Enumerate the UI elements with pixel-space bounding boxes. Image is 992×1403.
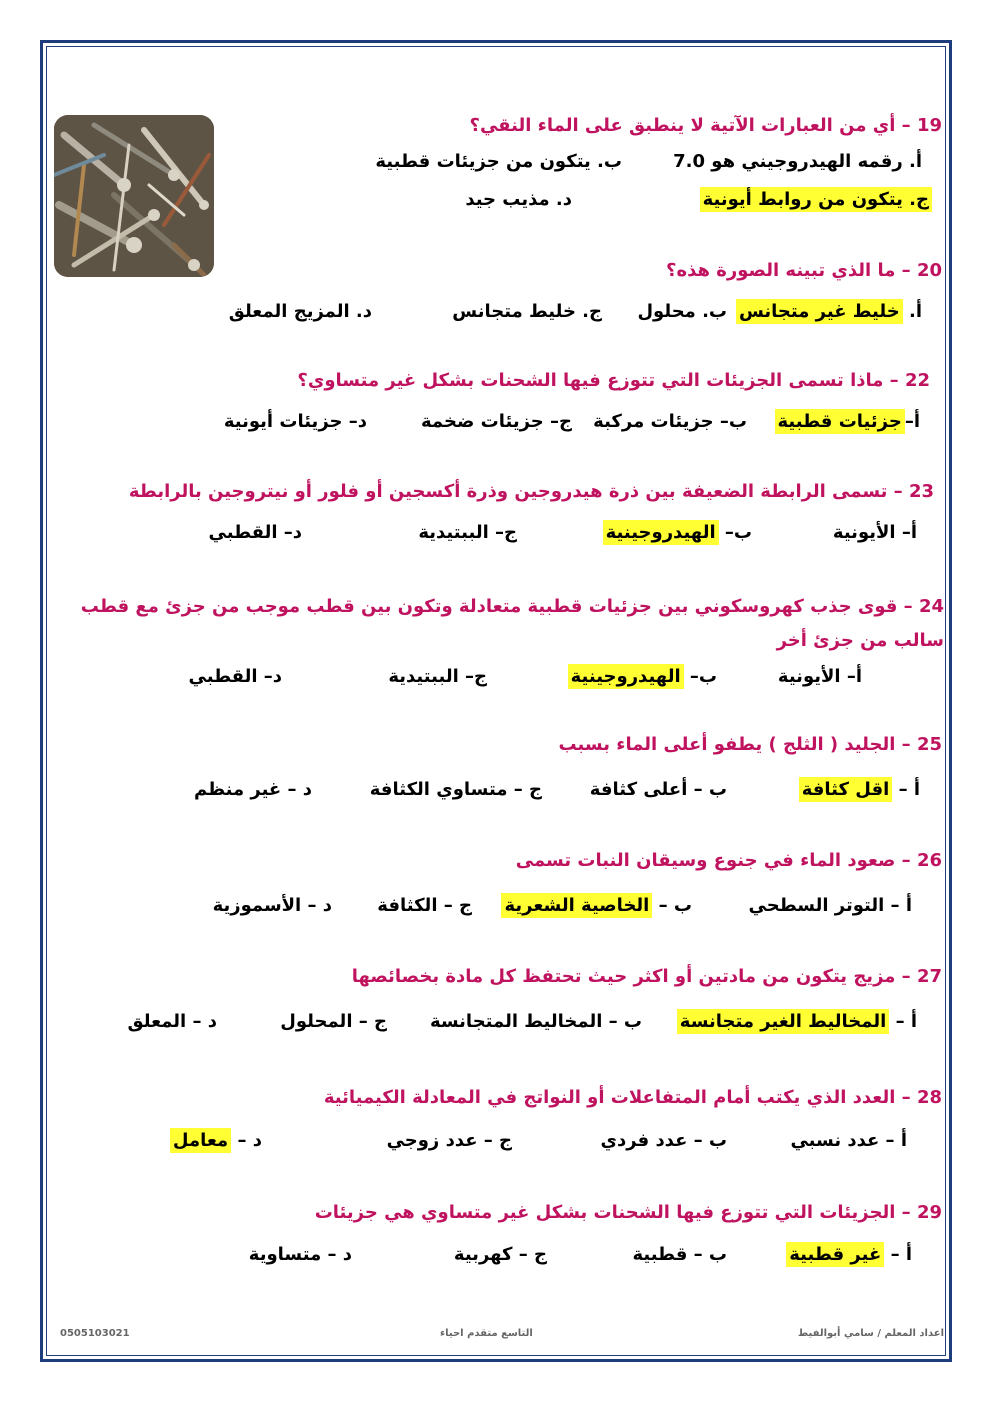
question-25-stem: 25 – الجليد ( الثلج ) يطفو أعلى الماء بسبب (558, 734, 942, 755)
question-23-option-b (603, 522, 752, 543)
question-24-option-b (568, 666, 717, 687)
question-19-option-b: ب. يتكون من جزيئات قطبية (375, 151, 622, 172)
answer-highlight: خليط غير متجانس (736, 299, 903, 324)
question-29-option-d: د – متساوية (248, 1244, 352, 1265)
question-27-stem: 27 – مزيج يتكون من مادتين أو اكثر حيث تحتفظ كل مادة بخصائصها (351, 966, 942, 987)
question-26-stem: 26 – صعود الماء في جنوع وسيقان النبات تسمى (515, 850, 942, 871)
question-19-stem: 19 – أي من العبارات الآتية لا ينطبق على الماء النقي؟ (469, 115, 942, 136)
question-28-option-b: ب – عدد فردي (600, 1130, 727, 1151)
question-22-option-b: ب– جزيئات مركبة (593, 411, 747, 432)
answer-highlight: الهيدروجينية (568, 664, 684, 689)
question-26-option-c: ج – الكثافة (377, 895, 472, 916)
question-26-option-d: د – الأسموزية (212, 895, 332, 916)
question-20-option-b: ب. محلول (637, 301, 727, 322)
question-29-option-b: ب – قطبية (632, 1244, 727, 1265)
option-prefix: ب– (689, 666, 717, 687)
question-29-option-a (786, 1244, 912, 1265)
question-28-option-a: أ – عدد نسبي (790, 1130, 907, 1151)
option-prefix: أ. (908, 301, 922, 322)
question-22-option-a (775, 411, 921, 432)
answer-highlight: جزئيات قطبية (775, 409, 905, 434)
question-25-option-d: د – غير منظم (193, 779, 312, 800)
question-24-option-c: ج– الببتيدية (388, 666, 487, 687)
question-26-option-a: أ – التوتر السطحي (748, 895, 912, 916)
footer-teacher: اعداد المعلم / سامي أبوالفيط (797, 1328, 944, 1339)
question-22-option-d: د– جزيئات أيونية (223, 411, 367, 432)
question-27-option-c: ج – المحلول (280, 1011, 387, 1032)
question-19-option-c (700, 189, 932, 210)
question-25-option-c: ج – متساوي الكثافة (369, 779, 542, 800)
question-27-option-d: د – المعلق (127, 1011, 217, 1032)
option-prefix: أ – (895, 1011, 917, 1032)
question-23-stem: 23 – تسمى الرابطة الضعيفة بين ذرة هيدروجين وذرة أكسجين أو فلور أو نيتروجين بالرابطة (128, 481, 934, 502)
option-prefix: د – (237, 1130, 262, 1151)
answer-highlight: غير قطبية (786, 1242, 884, 1267)
question-20-stem: 20 – ما الذي تبينه الصورة هذه؟ (666, 260, 942, 281)
answer-highlight: ج. يتكون من روابط أيونية (700, 187, 932, 212)
question-24-option-a: أ– الأيونية (777, 666, 862, 687)
option-prefix: ب – (658, 895, 692, 916)
question-28-option-c: ج – عدد زوجي (386, 1130, 512, 1151)
question-22-option-c: ج– جزيئات ضخمة (421, 411, 572, 432)
question-23-option-a: أ– الأيونية (832, 522, 917, 543)
question-25-option-a (799, 779, 920, 800)
footer-phone: 0505103021 (60, 1328, 130, 1339)
question-20-option-c: ج. خليط متجانس (452, 301, 602, 322)
question-23-option-d: د– القطبي (208, 522, 302, 543)
option-prefix: أ – (890, 1244, 912, 1265)
answer-highlight: معامل (170, 1128, 231, 1153)
answer-highlight: الخاصية الشعرية (501, 893, 652, 918)
question-27-option-a (677, 1011, 917, 1032)
answer-highlight: اقل كثافة (799, 777, 893, 802)
question-25-option-b: ب – أعلى كثافة (589, 779, 727, 800)
option-prefix: ب– (724, 522, 752, 543)
question-22-stem: 22 – ماذا تسمى الجزيئات التي تتوزع فيها الشحنات بشكل غير متساوي؟ (297, 370, 930, 391)
question-29-option-c: ج – كهربية (453, 1244, 547, 1265)
question-27-option-b: ب – المخاليط المتجانسة (429, 1011, 642, 1032)
question-20-option-d: د. المزيج المعلق (228, 301, 372, 322)
question-24-stem: 24 – قوى جذب كهروسكوني بين جزئيات قطبية متعادلة وتكون بين قطب موجب من جزئ مع قطب سالب من جزئ أخر (80, 596, 944, 651)
question-20-option-a (736, 301, 922, 322)
screws-mixture-image (54, 115, 214, 277)
question-29-stem: 29 – الجزيئات التي تتوزع فيها الشحنات بشكل غير متساوي هي جزيئات (314, 1202, 942, 1223)
question-19-option-a: أ. رقمه الهيدروجيني هو 7.0 (673, 151, 922, 172)
answer-highlight: الهيدروجينية (603, 520, 719, 545)
question-28-stem: 28 – العدد الذي يكتب أمام المتفاعلات أو النواتج في المعادلة الكيميائية (323, 1087, 942, 1108)
question-26-option-b (501, 895, 692, 916)
question-19-option-d: د. مذيب جيد (465, 189, 572, 210)
question-23-option-c: ج– الببتيدية (418, 522, 517, 543)
option-prefix: أ – (898, 779, 920, 800)
footer-subject: التاسع متقدم احياء (440, 1328, 533, 1339)
question-24-option-d: د– القطبي (188, 666, 282, 687)
answer-highlight: المخاليط الغير متجانسة (677, 1009, 890, 1034)
question-28-option-d (170, 1130, 262, 1151)
option-prefix: أ– (904, 411, 920, 432)
